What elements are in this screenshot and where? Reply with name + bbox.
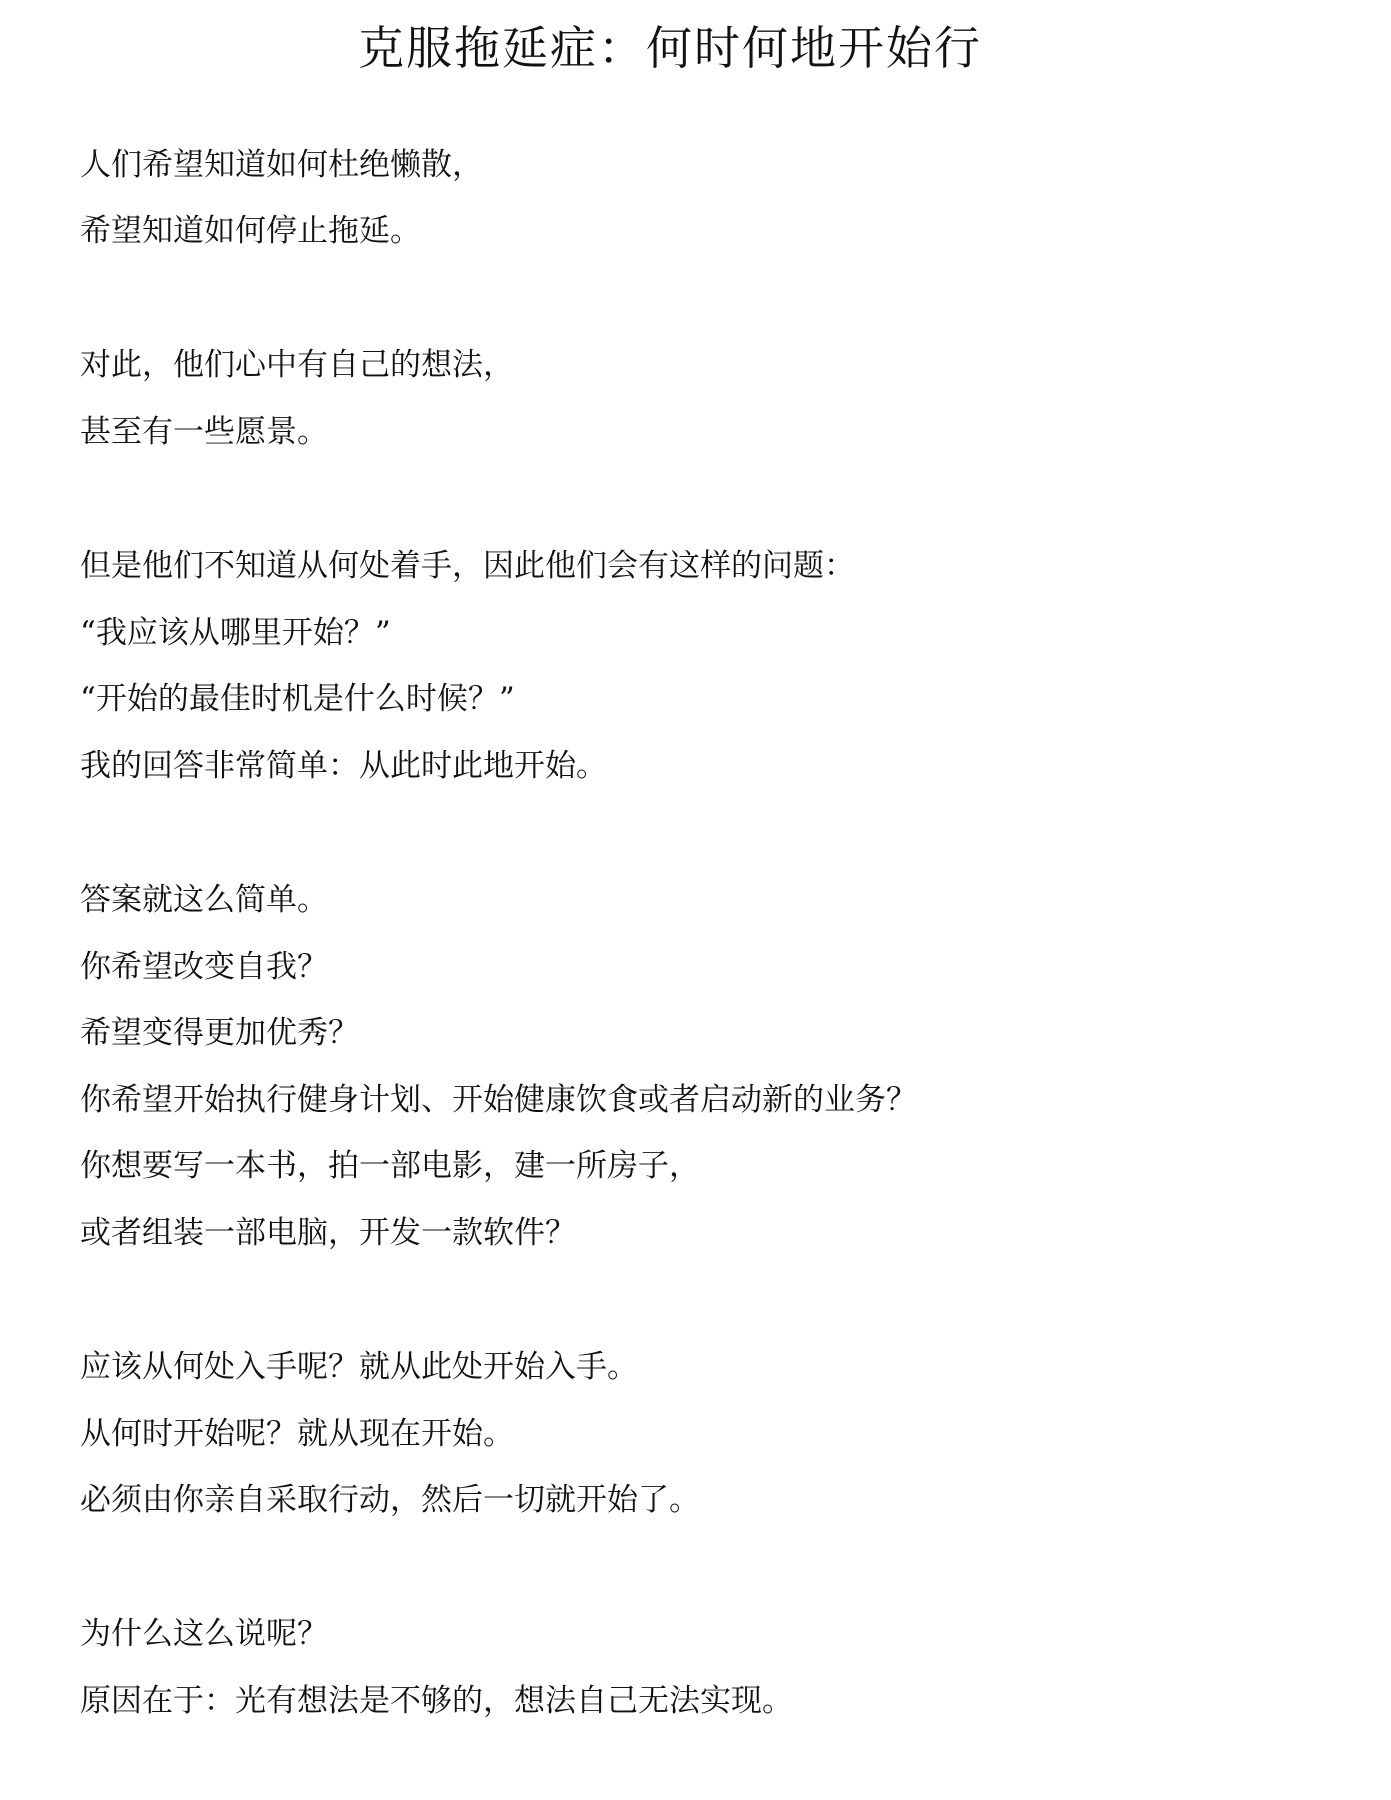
- paragraph-line: 你想要写一本书，拍一部电影，建一所房子，: [80, 1148, 700, 1184]
- paragraph-line: 为什么这么说呢？: [80, 1616, 328, 1652]
- paragraph-line: 应该从何处入手呢？就从此处开始入手。: [80, 1349, 638, 1385]
- paragraph-line: 原因在于：光有想法是不够的，想法自己无法实现。: [80, 1683, 793, 1719]
- paragraph-line: “我应该从哪里开始？”: [80, 615, 391, 651]
- paragraph-line: 从何时开始呢？就从现在开始。: [80, 1416, 514, 1452]
- paragraph-line: 必须由你亲自采取行动，然后一切就开始了。: [80, 1482, 700, 1518]
- paragraph-line: 或者组装一部电脑，开发一款软件？: [80, 1215, 576, 1251]
- paragraph-line: 你希望改变自我？: [80, 949, 328, 985]
- document-title: 克服拖延症：何时何地开始行: [358, 21, 982, 75]
- paragraph-line: 希望变得更加优秀？: [80, 1015, 359, 1051]
- paragraph-line: 人们希望知道如何杜绝懒散，: [80, 147, 483, 183]
- paragraph-line: 甚至有一些愿景。: [80, 414, 328, 450]
- paragraph-line: “开始的最佳时机是什么时候？”: [80, 681, 515, 717]
- paragraph-line: 希望知道如何停止拖延。: [80, 213, 421, 249]
- paragraph-line: 我的回答非常简单：从此时此地开始。: [80, 748, 607, 784]
- paragraph-line: 答案就这么简单。: [80, 882, 328, 918]
- paragraph-line: 你希望开始执行健身计划、开始健康饮食或者启动新的业务？: [80, 1082, 917, 1118]
- paragraph-line: 但是他们不知道从何处着手，因此他们会有这样的问题：: [80, 548, 855, 584]
- paragraph-line: 对此，他们心中有自己的想法，: [80, 347, 514, 383]
